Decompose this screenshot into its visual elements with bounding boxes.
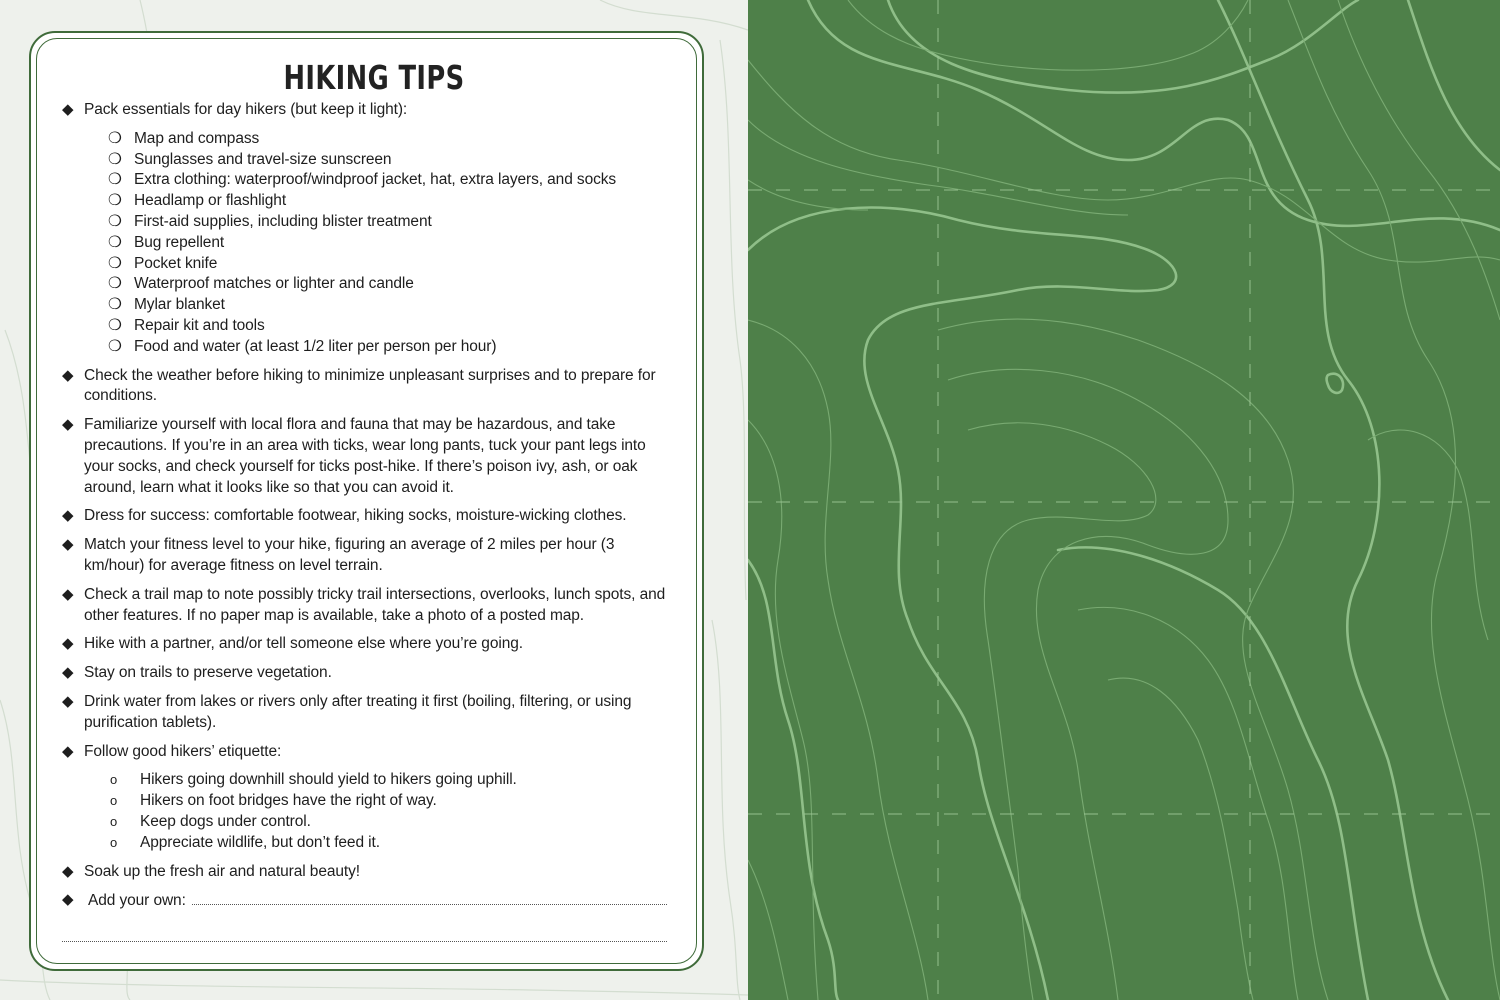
- etiquette-item: [108, 833, 677, 854]
- add-your-own-label: Add your own:: [88, 892, 186, 910]
- checklist-item: [108, 129, 677, 150]
- diamond-bullet-icon: ◆: [62, 635, 74, 653]
- tip-item: [62, 742, 677, 854]
- tip-item: [62, 862, 677, 883]
- tip-text: Check a trail map to note possibly tricky trail intersections, overlooks, lunch spots, and other features. If no paper map is available, take a photo of a posted map.: [84, 585, 666, 624]
- add-your-own-row: [62, 890, 677, 912]
- empty-circle-icon: ❍: [108, 212, 122, 230]
- empty-circle-icon: ❍: [108, 296, 122, 314]
- tip-item: [62, 634, 677, 655]
- write-in-line[interactable]: [192, 890, 667, 905]
- checklist-item: [108, 316, 677, 337]
- etiquette-item-text: Keep dogs under control.: [140, 812, 311, 830]
- etiquette-item: [108, 770, 677, 791]
- page-title: HIKING TIPS: [283, 58, 465, 97]
- tip-item: [62, 692, 677, 734]
- tip-item: [62, 506, 677, 527]
- checklist-item: [108, 337, 677, 358]
- tip-item: [62, 585, 677, 627]
- empty-circle-icon: ❍: [108, 254, 122, 272]
- diamond-bullet-icon: ◆: [62, 664, 74, 682]
- tip-item: [62, 415, 677, 498]
- checklist-item: [108, 295, 677, 316]
- etiquette-item: [108, 791, 677, 812]
- etiquette-item: [108, 812, 677, 833]
- write-in-line-extra[interactable]: [62, 941, 667, 942]
- etiquette-item-text: Hikers going downhill should yield to hikers going uphill.: [140, 771, 517, 789]
- checklist-item-text: Sunglasses and travel-size sunscreen: [134, 150, 392, 168]
- tip-text: Dress for success: comfortable footwear, hiking socks, moisture-wicking clothes.: [84, 507, 627, 525]
- tip-item: [62, 663, 677, 684]
- diamond-bullet-icon: ◆: [62, 742, 74, 760]
- checklist-item: [108, 150, 677, 171]
- diamond-bullet-icon: ◆: [62, 101, 74, 118]
- small-circle-icon: o: [110, 813, 118, 829]
- tip-text: Match your fitness level to your hike, figuring an average of 2 miles per hour (3 km/hour) for average fitness on level terrain.: [84, 536, 615, 574]
- checklist-item: [108, 254, 677, 275]
- checklist-item-text: Extra clothing: waterproof/windproof jacket, hat, extra layers, and socks: [134, 171, 617, 189]
- checklist-item: [108, 274, 677, 295]
- etiquette-list: [108, 770, 677, 853]
- tip-item: [62, 366, 677, 408]
- diamond-bullet-icon: ◆: [62, 536, 74, 554]
- tip-text: Pack essentials for day hikers (but keep it light):: [84, 101, 408, 118]
- essentials-checklist: [108, 129, 677, 358]
- checklist-item-text: Waterproof matches or lighter and candle: [134, 275, 414, 293]
- empty-circle-icon: ❍: [108, 171, 122, 189]
- checklist-item-text: First-aid supplies, including blister treatment: [134, 212, 432, 230]
- small-circle-icon: o: [110, 772, 118, 788]
- diamond-bullet-icon: ◆: [62, 416, 74, 434]
- diamond-bullet-icon: ◆: [62, 366, 74, 384]
- etiquette-item-text: Appreciate wildlife, but don’t feed it.: [140, 833, 380, 851]
- left-page: [0, 0, 748, 1000]
- small-circle-icon: o: [110, 834, 118, 850]
- empty-circle-icon: ❍: [108, 337, 122, 355]
- diamond-bullet-icon: ◆: [62, 862, 74, 880]
- checklist-item-text: Map and compass: [134, 129, 260, 147]
- empty-circle-icon: ❍: [108, 129, 122, 147]
- etiquette-item-text: Hikers on foot bridges have the right of way.: [140, 792, 437, 810]
- tips-list: [62, 100, 677, 920]
- diamond-bullet-icon: ◆: [62, 585, 74, 603]
- empty-circle-icon: ❍: [108, 192, 122, 210]
- tip-item: [62, 535, 677, 577]
- tip-text: Soak up the fresh air and natural beauty!: [84, 862, 360, 880]
- checklist-item: [108, 191, 677, 212]
- right-page-topo-map: [748, 0, 1500, 1000]
- checklist-item-text: Pocket knife: [134, 254, 218, 272]
- tip-text: Stay on trails to preserve vegetation.: [84, 664, 332, 682]
- diamond-bullet-icon: ◆: [62, 507, 74, 525]
- topographic-map-art: [748, 0, 1500, 1000]
- checklist-item: [108, 233, 677, 254]
- checklist-item-text: Bug repellent: [134, 233, 225, 251]
- checklist-item: [108, 212, 677, 233]
- checklist-item-text: Food and water (at least 1/2 liter per person per hour): [134, 337, 497, 355]
- empty-circle-icon: ❍: [108, 233, 122, 251]
- small-circle-icon: o: [110, 793, 118, 809]
- checklist-item-text: Repair kit and tools: [134, 316, 265, 334]
- checklist-item-text: Headlamp or flashlight: [134, 192, 287, 210]
- checklist-item-text: Mylar blanket: [134, 296, 225, 314]
- diamond-bullet-icon: ◆: [62, 891, 74, 909]
- tip-text: Drink water from lakes or rivers only after treating it first (boiling, filtering, or using purification tablets).: [84, 692, 632, 731]
- checklist-item: [108, 170, 677, 191]
- tip-text: Follow good hikers’ etiquette:: [84, 742, 282, 760]
- tip-text: Hike with a partner, and/or tell someone else where you’re going.: [84, 635, 523, 653]
- diamond-bullet-icon: ◆: [62, 692, 74, 710]
- empty-circle-icon: ❍: [108, 275, 122, 293]
- tip-text: Familiarize yourself with local flora and fauna that may be hazardous, and take precautions. If you’re in an area with ticks, wear long pants, tuck your pant legs into your socks, and check yourself for ticks post-hike. If there’s poison ivy, ash, or oak around, learn what it looks like so that you can avoid it.: [84, 416, 646, 496]
- tip-item: [62, 100, 677, 358]
- empty-circle-icon: ❍: [108, 316, 122, 334]
- empty-circle-icon: ❍: [108, 150, 122, 168]
- tip-text: Check the weather before hiking to minimize unpleasant surprises and to prepare for conditions.: [84, 366, 656, 405]
